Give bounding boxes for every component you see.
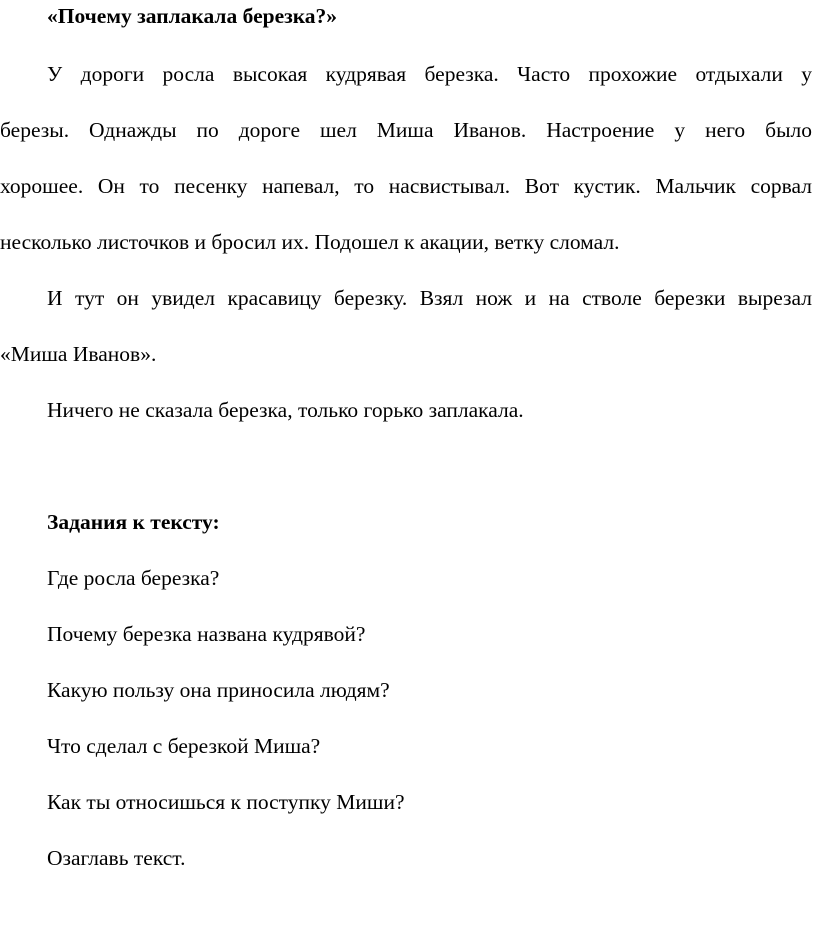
task-item: Почему березка названа кудрявой? bbox=[47, 622, 366, 646]
task-item: Озаглавь текст. bbox=[47, 846, 186, 870]
story-p1-line-2: березы. Однажды по дороге шел Миша Иванов. Настроение у него было bbox=[0, 118, 812, 142]
task-item: Как ты относишься к поступку Миши? bbox=[47, 790, 405, 814]
story-p1-line-1: У дороги росла высокая кудрявая березка. Часто прохожие отдыхали у bbox=[47, 62, 812, 86]
story-p3-line-1: Ничего не сказала березка, только горько заплакала. bbox=[47, 398, 524, 422]
story-p1-line-4: несколько листочков и бросил их. Подошел к акации, ветку сломал. bbox=[0, 230, 620, 254]
task-item: Какую пользу она приносила людям? bbox=[47, 678, 390, 702]
story-p1-line-3: хорошее. Он то песенку напевал, то насвистывал. Вот кустик. Мальчик сорвал bbox=[0, 174, 812, 198]
task-item: Что сделал с березкой Миша? bbox=[47, 734, 321, 758]
task-item: Где росла березка? bbox=[47, 566, 220, 590]
document-title: «Почему заплакала березка?» bbox=[47, 4, 338, 28]
story-p2-line-1: И тут он увидел красавицу березку. Взял нож и на стволе березки вырезал bbox=[47, 286, 812, 310]
story-p2-line-2: «Миша Иванов». bbox=[0, 342, 157, 366]
tasks-heading: Задания к тексту: bbox=[47, 510, 220, 534]
